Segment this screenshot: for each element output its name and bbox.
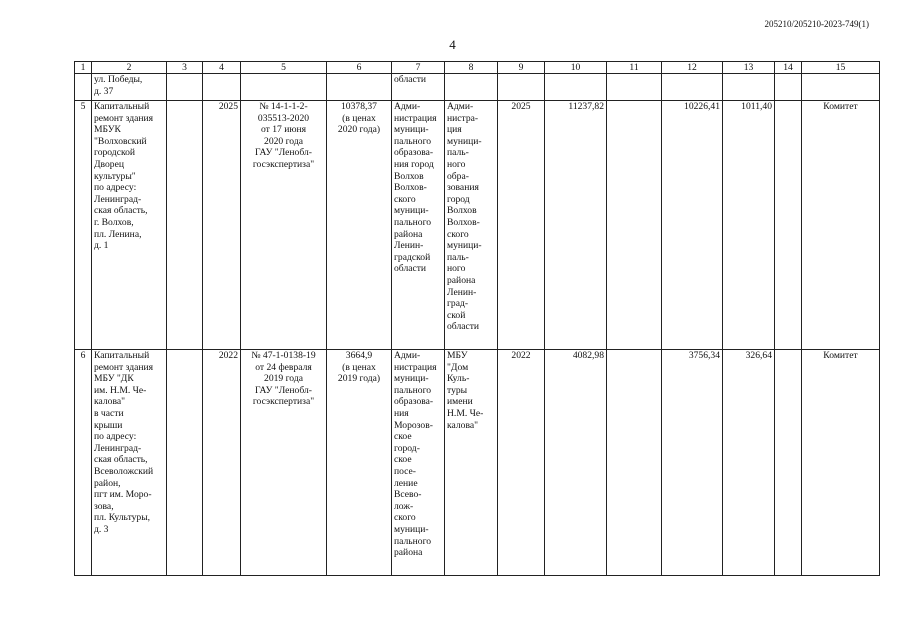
column-number: 13 [723,62,775,74]
table-row [75,101,880,350]
column-number: 1 [75,62,92,74]
cell-col14 [775,350,802,576]
column-number: 7 [392,62,445,74]
cell-local-budget: 1011,40 [723,101,775,350]
continuation-row [75,74,880,101]
column-number: 3 [167,62,203,74]
cell-local-budget: 326,64 [723,350,775,576]
cell-object-name: Капитальный ремонт здания МБУ "ДК им. Н.М. Че- калова" в части крыши по адресу: Ленинград- ская область, Всеволожский район, пгт им. Моро- зова, пл. Культуры, д. 3 [92,350,167,576]
cell-col3 [167,350,203,576]
cell-cost: 3664,9 (в ценах 2019 года) [327,350,392,576]
cell-empty [662,74,723,101]
cell-col11 [607,101,662,350]
column-number: 11 [607,62,662,74]
cell-object-name: ул. Победы, д. 37 [92,74,167,101]
page-number: 4 [449,37,456,52]
column-number: 2 [92,62,167,74]
column-number: 6 [327,62,392,74]
document-id: 205210/205210-2023-749(1) [764,19,869,29]
column-number: 9 [498,62,545,74]
cell-regional-budget: 3756,34 [662,350,723,576]
cell-cost: 10378,37 (в ценах 2020 года) [327,101,392,350]
column-number: 4 [203,62,241,74]
column-number: 10 [545,62,607,74]
cell-year: 2022 [203,350,241,576]
cell-row-number: 6 [75,350,92,576]
cell-expertise: № 47-1-0138-19 от 24 февраля 2019 года ГАУ "Ленобл- госэкспертиза" [241,350,327,576]
cell-regional-budget: 10226,41 [662,101,723,350]
cell-col14 [775,101,802,350]
cell-empty [802,74,880,101]
column-number: 5 [241,62,327,74]
cell-empty [723,74,775,101]
column-number: 12 [662,62,723,74]
cell-recipient: Адми- нистра- ция муници- паль- ного обра- зования город Волхов Волхов- ского муници- паль- ного района Ленин- град- ской области [445,101,498,350]
column-number: 8 [445,62,498,74]
cell-year: 2025 [498,101,545,350]
cell-year: 2025 [203,101,241,350]
cell-empty [327,74,392,101]
column-number: 15 [802,62,880,74]
cell-customer: области [392,74,445,101]
cell-expertise: № 14-1-1-2- 035513-2020 от 17 июня 2020 года ГАУ "Ленобл- госэкспертиза" [241,101,327,350]
cell-empty [545,74,607,101]
cell-empty [445,74,498,101]
cell-empty [775,74,802,101]
cell-col3 [167,101,203,350]
cell-total: 11237,82 [545,101,607,350]
cell-responsible: Комитет [802,101,880,350]
column-number: 14 [775,62,802,74]
cell-total: 4082,98 [545,350,607,576]
cell-empty [167,74,203,101]
cell-empty [607,74,662,101]
program-table [74,61,880,576]
cell-row-number: 5 [75,101,92,350]
cell-empty [241,74,327,101]
cell-customer: Адми- нистрация муници- пального образова- ния город Волхов Волхов- ского муници- пального района Ленин- градской области [392,101,445,350]
table-row [75,350,880,576]
cell-object-name: Капитальный ремонт здания МБУК "Волховский городской Дворец культуры" по адресу: Ленинград- ская область, г. Волхов, пл. Ленина, д. 1 [92,101,167,350]
cell-empty [498,74,545,101]
cell-empty [75,74,92,101]
cell-customer: Адми- нистрация муници- пального образова- ния Морозов- ское город- ское посе- ление Всево- лож- ского муници- пального района [392,350,445,576]
cell-col11 [607,350,662,576]
cell-empty [203,74,241,101]
cell-responsible: Комитет [802,350,880,576]
cell-recipient: МБУ "Дом Куль- туры имени Н.М. Че- калова" [445,350,498,576]
column-number-row [75,62,880,74]
cell-year: 2022 [498,350,545,576]
